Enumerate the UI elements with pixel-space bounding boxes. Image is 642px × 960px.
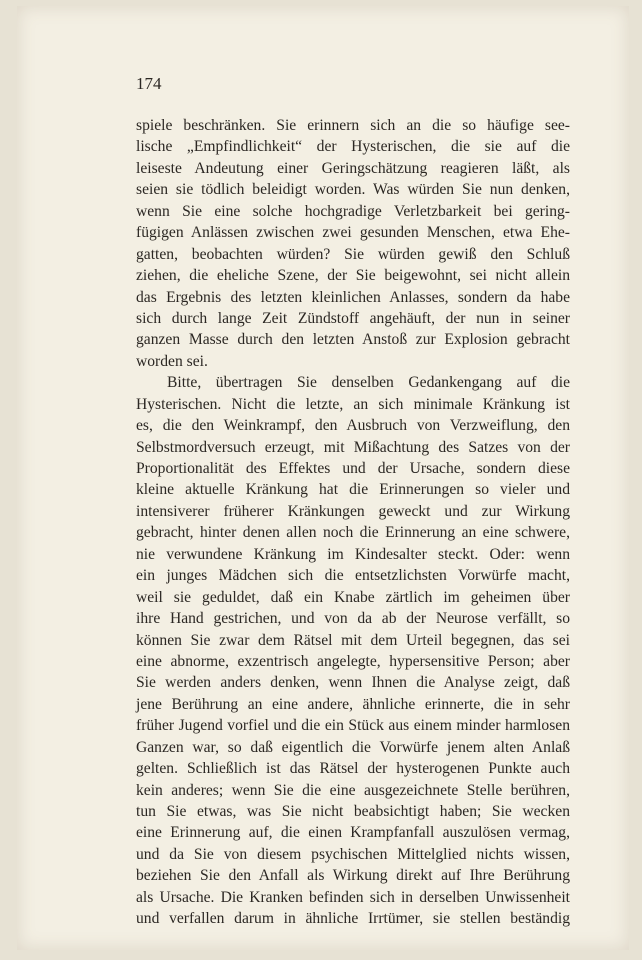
- text-line: intensiverer früherer Kränkungen geweckt und zur Wirkung: [136, 502, 570, 520]
- text-line: ziehen, die eheliche Szene, der Sie beigewohnt, sei nicht allein: [136, 267, 570, 285]
- text-line: spiele beschränken. Sie erinnern sich an die so häufige see-: [136, 117, 570, 134]
- text-line: leiseste Andeutung einer Geringschätzung reagieren läßt, als: [136, 159, 570, 177]
- text-line: früher Jugend vorfiel und die ein Stück aus einem minder harmlosen: [136, 717, 570, 735]
- text-line: und verfallen darum in ähnliche Irrtümer, sie stellen beständig: [136, 910, 570, 928]
- text-line: wenn Sie eine solche hochgradige Verletzbarkeit bei gering-: [136, 202, 570, 220]
- text-line: worden sei.: [136, 352, 208, 370]
- text-line: Proportionalität des Effektes und der Ursache, sondern diese: [136, 460, 570, 477]
- text-line: gatten, beobachten würden? Sie würden gewiß den Schluß: [136, 245, 570, 263]
- text-line: können Sie zwar dem Rätsel mit dem Urteil begegnen, das sei: [136, 631, 570, 649]
- body-text: [136, 115, 570, 930]
- text-line: Selbstmordversuch erzeugt, mit Mißachtung des Satzes von der: [136, 438, 570, 456]
- text-line: tun Sie etwas, was Sie nicht beabsichtigt haben; Sie wecken: [136, 803, 570, 820]
- text-line: kleine aktuelle Kränkung hat die Erinnerungen so vieler und: [136, 481, 570, 499]
- text-line: gebracht, hinter denen allen noch die Erinnerung an eine schwere,: [136, 524, 570, 542]
- text-line: beziehen Sie den Anfall als Wirkung direkt auf Ihre Berührung: [136, 867, 570, 885]
- text-line: eine Erinnerung auf, die einen Krampfanfall auszulösen vermag,: [136, 824, 570, 842]
- page-number: 174: [136, 74, 162, 93]
- text-line: eine abnorme, exzentrisch angelegte, hypersensitive Person; aber: [136, 652, 570, 670]
- text-line: fügigen Anlässen zwischen zwei gesunden Menschen, etwa Ehe-: [136, 224, 570, 242]
- text-line: nie verwundene Kränkung im Kindesalter steckt. Oder: wenn: [136, 545, 570, 563]
- text-line: es, die den Weinkrampf, den Ausbruch von Verzweiflung, den: [136, 417, 570, 435]
- text-line: Hysterischen. Nicht die letzte, an sich minimale Kränkung ist: [136, 395, 570, 413]
- text-line: sich durch lange Zeit Zündstoff angehäuft, der nun in seiner: [136, 309, 570, 327]
- text-line: seien sie tödlich beleidigt worden. Was würden Sie nun denken,: [136, 181, 570, 199]
- text-line: Bitte, übertragen Sie denselben Gedankengang auf die: [167, 374, 570, 392]
- text-line: kein anderes; wenn Sie die eine ausgezeichnete Stelle berühren,: [136, 781, 570, 799]
- text-line: Ganzen war, so daß eigentlich die Vorwürfe jenem alten Anlaß: [136, 738, 570, 756]
- text-line: und da Sie von diesem psychischen Mittelglied nichts wissen,: [136, 845, 570, 863]
- text-line: jene Berührung an eine andere, ähnliche erinnerte, die in sehr: [136, 695, 570, 713]
- text-line: ganzen Masse durch den letzten Anstoß zur Explosion gebracht: [136, 331, 570, 349]
- text-line: das Ergebnis des letzten kleinlichen Anlasses, sondern da habe: [136, 288, 570, 306]
- text-line: ein junges Mädchen sich die entsetzlichsten Vorwürfe macht,: [136, 567, 570, 585]
- text-line: weil sie geduldet, daß ein Knabe zärtlich im geheimen über: [136, 588, 570, 606]
- text-line: als Ursache. Die Kranken befinden sich in derselben Unwissenheit: [136, 888, 570, 906]
- text-line: ihre Hand gestrichen, und von da ab der Neurose verfällt, so: [136, 610, 570, 628]
- text-line: lische „Empfindlichkeit“ der Hysterischen, die sie auf die: [136, 138, 570, 156]
- text-line: Sie werden anders denken, wenn Ihnen die Analyse zeigt, daß: [136, 674, 570, 692]
- text-line: gelten. Schließlich ist das Rätsel der hysterogenen Punkte auch: [136, 760, 570, 778]
